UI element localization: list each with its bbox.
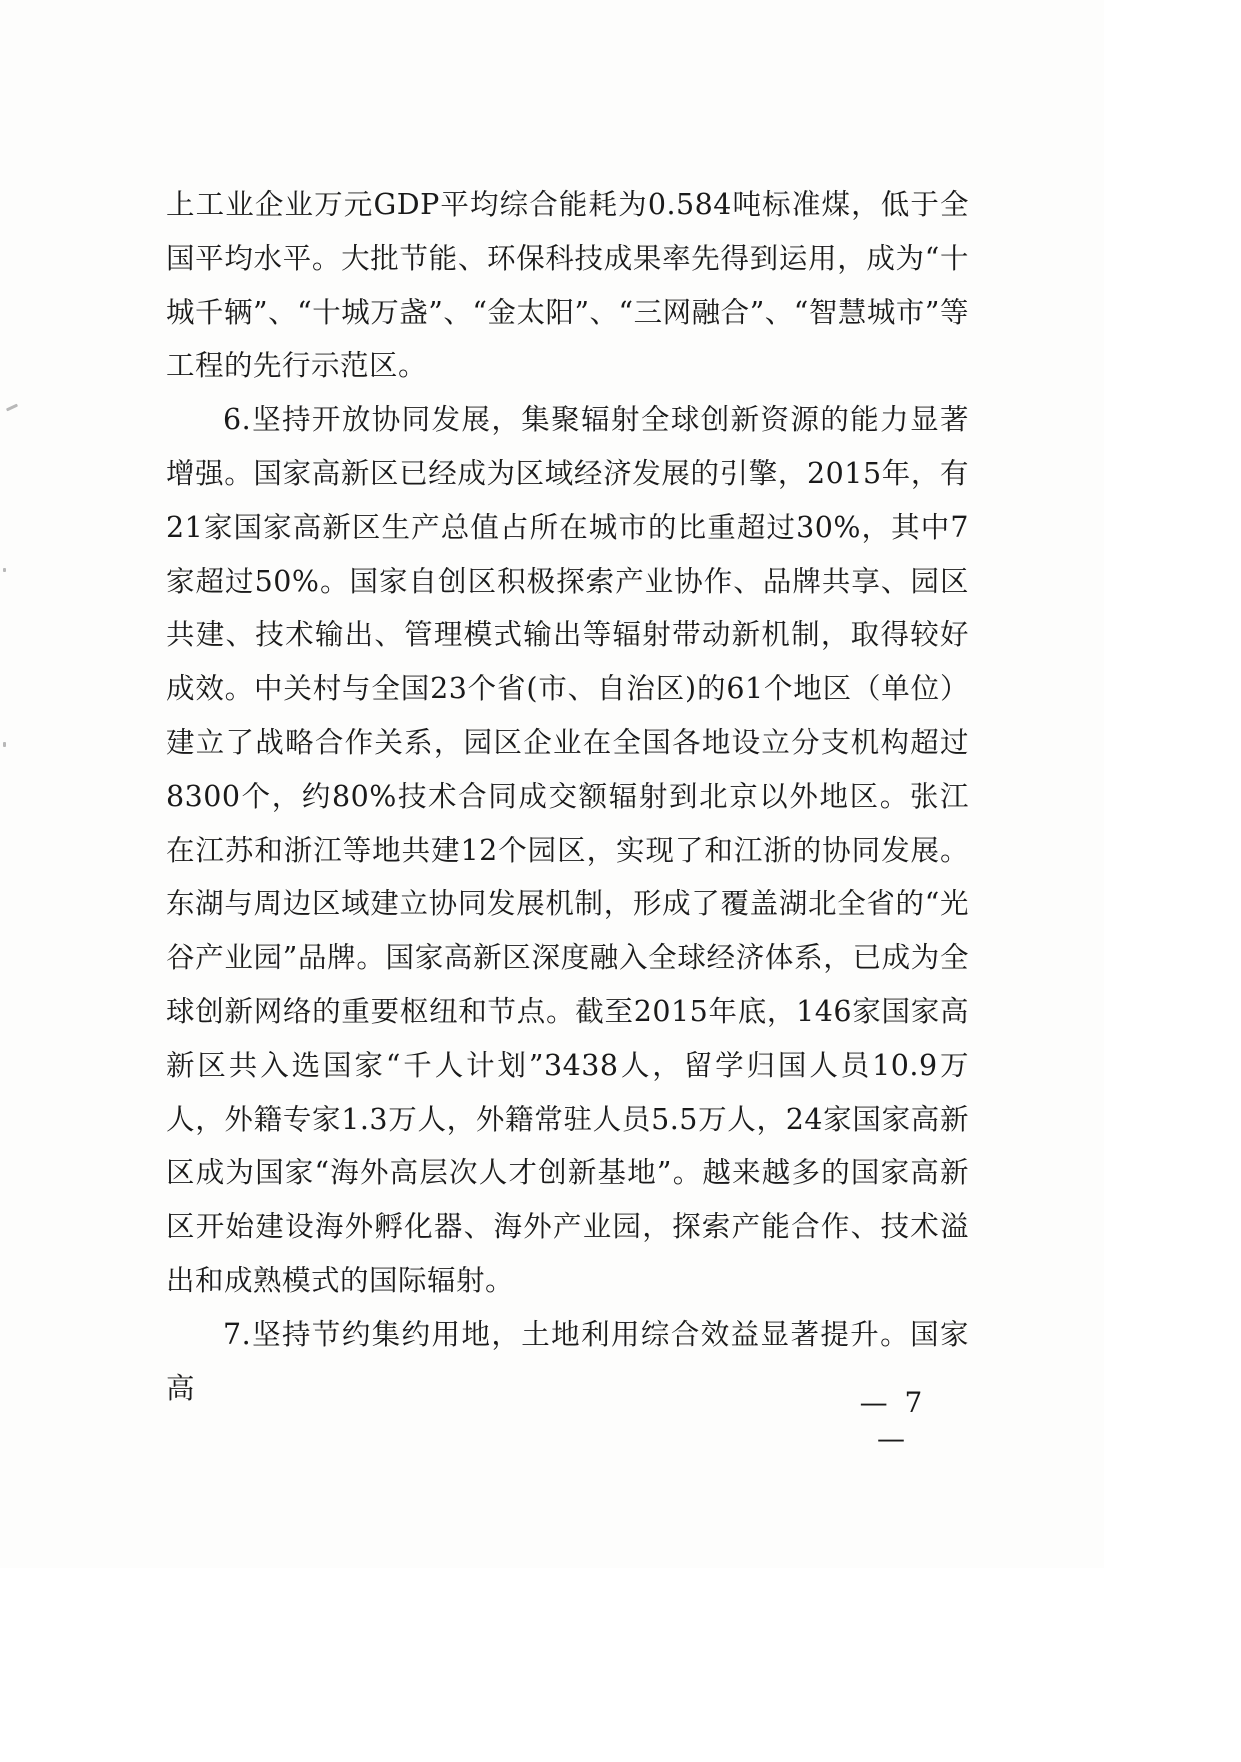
paragraph-section-7: 7.坚持节约集约用地，土地利用综合效益显著提升。国家高 — [166, 1317, 969, 1405]
paragraph-continuation: 上工业企业万元GDP平均综合能耗为0.584吨标准煤，低于全国平均水平。大批节能、环保科技成果率先得到运用，成为“十城千辆”、“十城万盏”、“金太阳”、“三网融合”、“智慧城市”等工程的先行示范区。 — [166, 188, 969, 383]
body-text — [166, 178, 969, 1415]
scan-mark — [3, 742, 6, 747]
scan-mark — [6, 404, 18, 412]
scan-mark — [3, 568, 6, 572]
paragraph-section-6: 6.坚持开放协同发展，集聚辐射全球创新资源的能力显著增强。国家高新区已经成为区域经济发展的引擎，2015年，有21家国家高新区生产总值占所在城市的比重超过30%，其中7家超过50%。国家自创区积极探索产业协作、品牌共享、园区共建、技术输出、管理模式输出等辐射带动新机制，取得较好成效。中关村与全国23个省(市、自治区)的61个地区（单位）建立了战略合作关系，园区企业在全国各地设立分支机构超过8300个，约80%技术合同成交额辐射到北京以外地区。张江在江苏和浙江等地共建12个园区，实现了和江浙的协同发展。东湖与周边区域建立协同发展机制，形成了覆盖湖北全省的“光谷产业园”品牌。国家高新区深度融入全球经济体系，已成为全球创新网络的重要枢纽和节点。截至2015年底，146家国家高新区共入选国家“千人计划”3438人，留学归国人员10.9万人，外籍专家1.3万人，外籍常驻人员5.5万人，24家国家高新区成为国家“海外高层次人才创新基地”。越来越多的国家高新区开始建设海外孵化器、海外产业园，探索产能合作、技术溢出和成熟模式的国际辐射。 — [166, 403, 969, 1297]
page-number: — 7 — — [859, 1386, 927, 1455]
